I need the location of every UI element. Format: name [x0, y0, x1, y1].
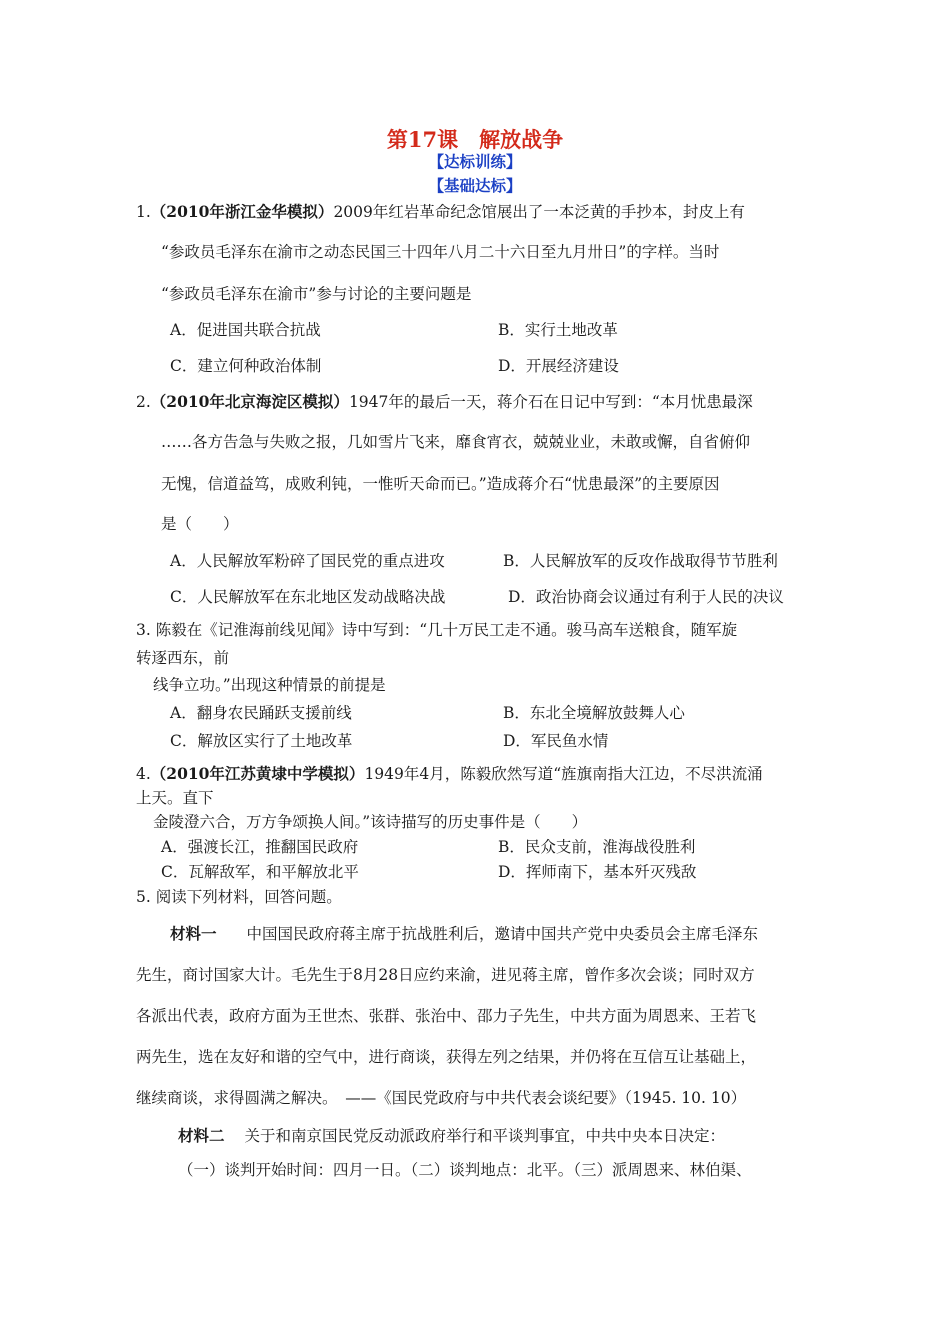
- question-1-line-3: “参政员毛泽东在渝市”参与讨论的主要问题是: [161, 285, 472, 303]
- question-2-line-2: ……各方告急与失败之报，几如雪片飞来，靡食宵衣，兢兢业业，未敢或懈，自省俯仰: [161, 433, 751, 451]
- question-4-option-d: D．挥师南下，基本歼灭残敌: [498, 863, 697, 881]
- question-4-option-b: B．民众支前，淮海战役胜利: [498, 838, 696, 856]
- question-2-line-1: [136, 392, 753, 412]
- question-4-number: 4.: [136, 765, 151, 783]
- question-1-line-2: “参政员毛泽东在渝市之动态民国三十四年八月二十六日至九月卅日”的字样。当时: [161, 243, 720, 261]
- question-1-option-a: A．促进国共联合抗战: [170, 321, 321, 339]
- material-2-line-1: [178, 1126, 725, 1146]
- question-2-source: （2010年北京海淀区模拟）: [150, 392, 349, 411]
- material-1-line-5: 继续商谈，求得圆满之解决。 ——《国民党政府与中共代表会谈纪要》（1945. 10. 10）: [136, 1089, 747, 1107]
- question-2-option-d: D．政治协商会议通过有利于人民的决议: [508, 588, 784, 606]
- material-1-line-1: [170, 924, 758, 944]
- question-3-line-1: 3. 陈毅在《记淮海前线见闻》诗中写到：“几十万民工走不通。骏马高车送粮食，随军旋: [136, 621, 738, 639]
- question-3-option-b: B．东北全境解放鼓舞人心: [503, 704, 685, 722]
- material-1-label: 材料一: [170, 924, 217, 943]
- question-4-option-a: A．强渡长江，推翻国民政府: [161, 838, 359, 856]
- question-3-option-c: C．解放区实行了土地改革: [170, 732, 353, 750]
- question-3-option-d: D．军民鱼水情: [503, 732, 609, 750]
- question-3-line-2: 转逐西东，前: [136, 649, 230, 667]
- question-3-line-3: 线争立功。”出现这种情景的前提是: [153, 676, 386, 694]
- question-2-number: 2.: [136, 393, 151, 411]
- page-title: 第17课 解放战争: [386, 127, 564, 152]
- material-1-line-3: 各派出代表，政府方面为王世杰、张群、张治中、邵力子先生，中共方面为周恩来、王若飞: [136, 1007, 757, 1025]
- question-1-line-1: [136, 202, 745, 222]
- question-1-option-d: D．开展经济建设: [498, 357, 619, 375]
- question-2-line-3: 无愧，信道益笃，成败利钝，一惟听天命而已。”造成蒋介石“忧患最深”的主要原因: [161, 475, 720, 493]
- question-4-text: 1949年4月，陈毅欣然写道“旌旗南指大江边，不尽洪流涌: [364, 765, 763, 783]
- question-1-option-b: B．实行土地改革: [498, 321, 618, 339]
- question-2-option-c: C．人民解放军在东北地区发动战略决战: [170, 588, 446, 606]
- question-3-option-a: A．翻身农民踊跃支援前线: [170, 704, 352, 722]
- subsection-heading: 【基础达标】: [428, 176, 522, 195]
- material-2-label: 材料二: [178, 1126, 225, 1145]
- question-2-line-4: 是（ ）: [161, 515, 239, 533]
- question-1-number: 1.: [136, 203, 151, 221]
- question-2-option-b: B．人民解放军的反攻作战取得节节胜利: [503, 552, 778, 570]
- question-4-line-1: [136, 764, 763, 784]
- question-2-option-a: A．人民解放军粉碎了国民党的重点进攻: [170, 552, 445, 570]
- section-heading: 【达标训练】: [428, 152, 522, 171]
- question-1-option-c: C．建立何种政治体制: [170, 357, 322, 375]
- question-1-text: 2009年红岩革命纪念馆展出了一本泛黄的手抄本，封皮上有: [333, 203, 745, 221]
- material-1-line-4: 两先生，选在友好和谐的空气中，进行商谈，获得左列之结果，并仍将在互信互让基础上，: [136, 1048, 757, 1066]
- material-1-line-2: 先生，商讨国家大计。毛先生于8月28日应约来渝，进见蒋主席，曾作多次会谈；同时双方: [136, 966, 755, 984]
- material-1-text: 中国国民政府蒋主席于抗战胜利后，邀请中国共产党中央委员会主席毛泽东: [246, 925, 759, 943]
- question-4-line-2: 上天。直下: [136, 789, 214, 807]
- material-2-line-2: （一）谈判开始时间：四月一日。（二）谈判地点：北平。（三）派周恩来、林伯渠、: [178, 1161, 752, 1179]
- question-2-text: 1947年的最后一天，蒋介石在日记中写到：“本月忧患最深: [348, 393, 753, 411]
- question-1-source: （2010年浙江金华模拟）: [150, 202, 334, 221]
- question-4-option-c: C．瓦解敌军，和平解放北平: [161, 863, 359, 881]
- question-4-line-3: 金陵澄六合，万方争颂换人间。”该诗描写的历史事件是（ ）: [153, 813, 588, 831]
- question-5-prompt: 5. 阅读下列材料，回答问题。: [136, 888, 342, 906]
- material-2-text: 关于和南京国民党反动派政府举行和平谈判事宜，中共中央本日决定：: [244, 1127, 726, 1145]
- question-4-source: （2010年江苏黄埭中学模拟）: [150, 764, 365, 783]
